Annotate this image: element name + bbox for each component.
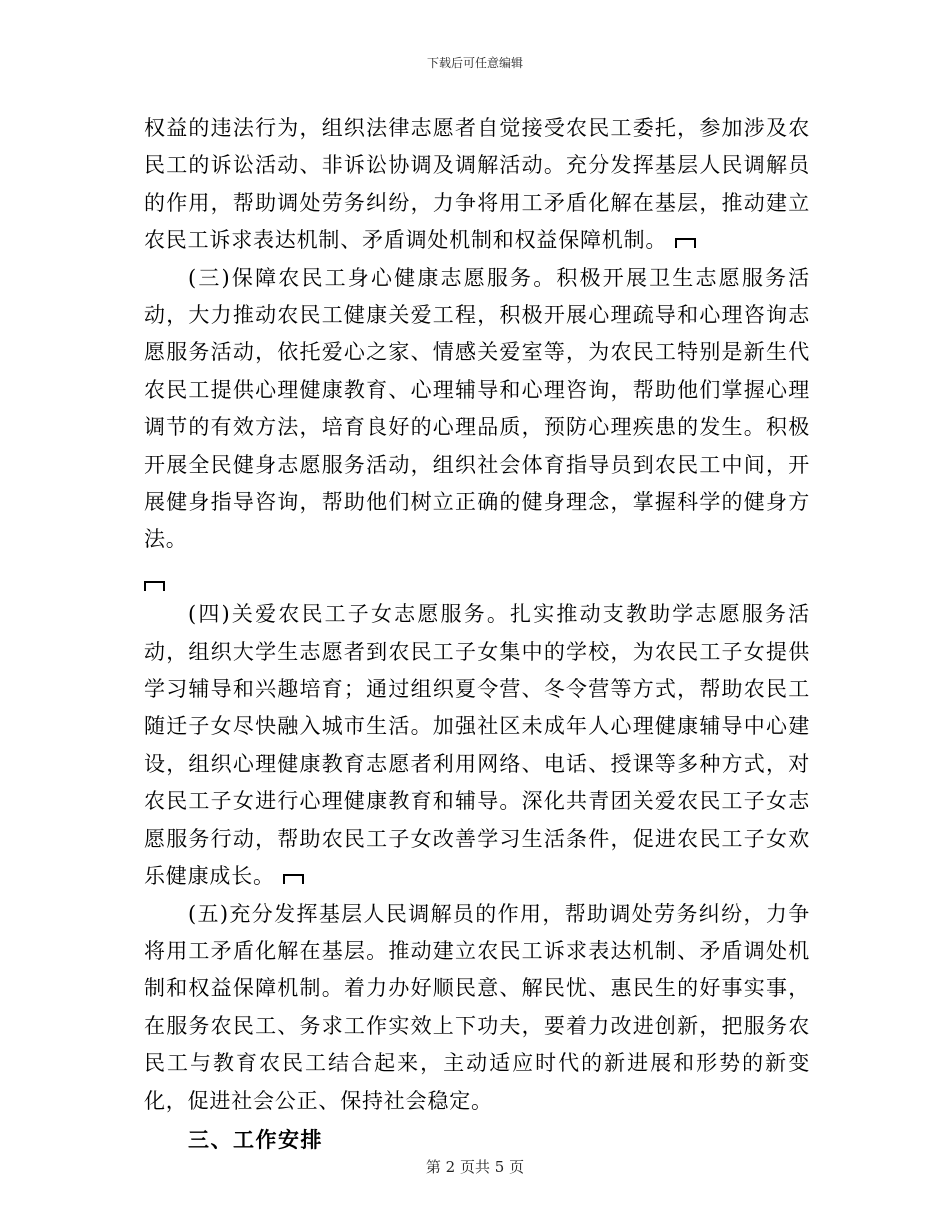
paragraph-1 [144,110,810,260]
page-header: 下载后可任意编辑 [426,56,523,70]
paragraph-3 [144,596,810,895]
return-mark-line [144,559,810,596]
paragraph-4-text: (五)充分发挥基层人民调解员的作用，帮助调处劳务纠纷，力争将用工矛盾化解在基层。推动建立农民工诉求表达机制、矛盾调处机制和权益保障机制。着力办好顺民意、解民忧、惠民生的好事实事，在服务农民工、务求工作实效上下功夫，要着力改进创新，把服务农民工与教育农民工结合起来，主动适应时代的新进展和形势的新变化，促进社会公正、保持社会稳定。 [144,901,810,1113]
page-footer: 第 2 页共 5 页 [425,1158,525,1176]
paragraph-2-text: (三)保障农民工身心健康志愿服务。积极开展卫生志愿服务活动，大力推动农民工健康关爱工程，积极开展心理疏导和心理咨询志愿服务活动，依托爱心之家、情感关爱室等，为农民工特别是新生代农民工提供心理健康教育、心理辅导和心理咨询，帮助他们掌握心理调节的有效方法，培育良好的心理品质，预防心理疾患的发生。积极开展全民健身志愿服务活动，组织社会体育指导员到农民工中间，开展健身指导咨询，帮助他们树立正确的健身理念，掌握科学的健身方法。 [144,265,810,552]
paragraph-2 [144,260,810,559]
return-mark-icon [283,874,304,884]
paragraph-3-text: (四)关爱农民工子女志愿服务。扎实推动支教助学志愿服务活动，组织大学生志愿者到农民工子女集中的学校，为农民工子女提供学习辅导和兴趣培育；通过组织夏令营、冬令营等方式，帮助农民工随迁子女尽快融入城市生活。加强社区未成年人心理健康辅导中心建设，组织心理健康教育志愿者利用网络、电话、授课等多种方式，对农民工子女进行心理健康教育和辅导。深化共青团关爱农民工子女志愿服务行动，帮助农民工子女改善学习生活条件，促进农民工子女欢乐健康成长。 [144,602,810,889]
paragraph-1-text: 权益的违法行为，组织法律志愿者自觉接受农民工委托，参加涉及农民工的诉讼活动、非诉讼协调及调解活动。充分发挥基层人民调解员的作用，帮助调处劳务纠纷，力争将用工矛盾化解在基层，推动建立农民工诉求表达机制、矛盾调处机制和权益保障机制。 [144,116,810,253]
return-mark-icon [144,581,165,591]
return-mark-icon [675,238,696,248]
section-heading: 三、工作安排 [188,1127,323,1152]
paragraph-4 [144,896,810,1120]
document-body [144,110,810,1159]
